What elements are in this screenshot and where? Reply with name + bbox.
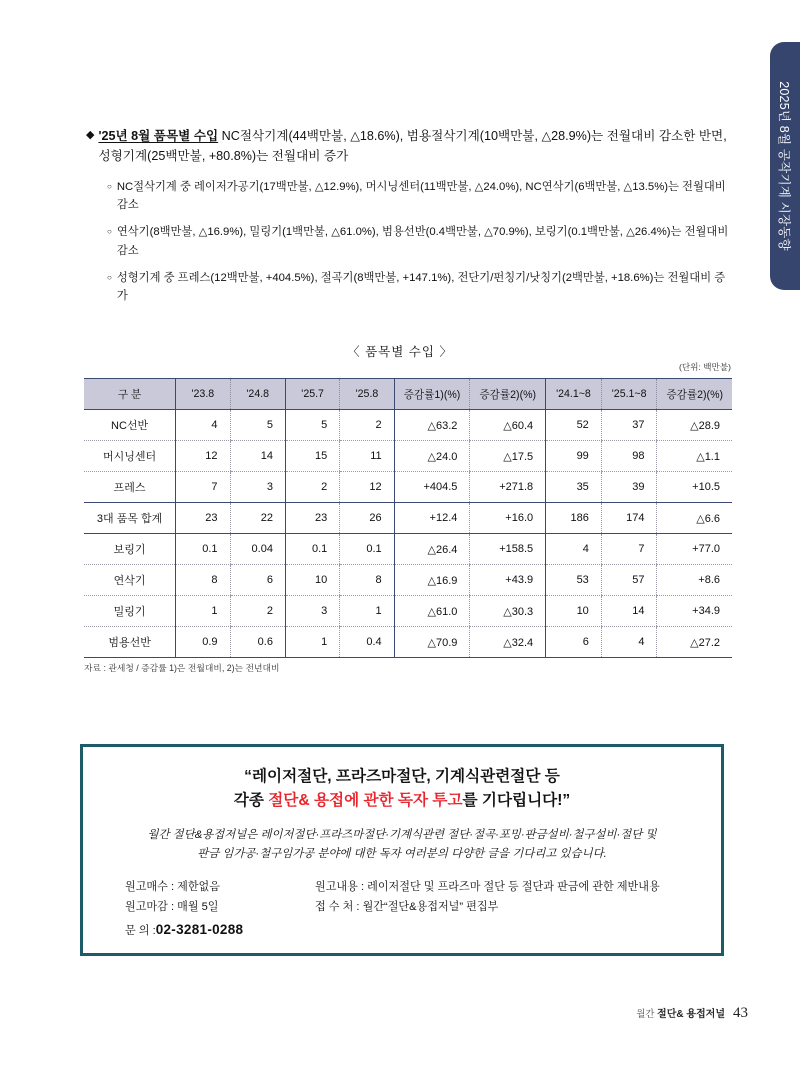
cell: 6 — [546, 627, 602, 658]
sub-bullet-text: 성형기계 중 프레스(12백만불, +404.5%), 절곡기(8백만불, +147.1%), 전단기/펀칭기/낫칭기(2백만불, +18.6%)는 전월대비 증가 — [116, 271, 726, 303]
row-label: 머시닝센터 — [84, 441, 176, 472]
cell: △17.5 — [470, 441, 546, 472]
announcement-headline-line1: “레이저절단, 프라즈마절단, 기계식관련절단 등 — [244, 768, 560, 785]
main-bullet-rest: NC절삭기계(44백만불, △18.6%), 범용절삭기계(10백만불, △28.9%)는 전월대비 감소한 반면, 성형기계(25백만불, +80.8%)는 전월대비 증가 — [98, 129, 727, 164]
cell: 4 — [176, 410, 230, 441]
table-body — [84, 410, 732, 658]
cell: △32.4 — [470, 627, 546, 658]
announcement-details — [83, 877, 721, 947]
sub-bullet-item — [107, 178, 732, 215]
detail-value: 월간“절단&용접저널” 편집부 — [359, 901, 499, 914]
cell: 174 — [601, 503, 657, 534]
cell: 3 — [285, 596, 339, 627]
cell: +158.5 — [470, 534, 546, 565]
cell: △61.0 — [394, 596, 470, 627]
table-row — [84, 534, 732, 565]
detail-key: 원고내용 : — [315, 881, 365, 894]
announcement-headline-line2 — [83, 789, 721, 813]
cell: 98 — [601, 441, 657, 472]
cell: 3 — [230, 472, 285, 503]
cell: 10 — [285, 565, 339, 596]
cell: 2 — [230, 596, 285, 627]
detail-value: 레이저절단 및 프라즈마 절단 등 절단과 판금에 관한 제반내용 — [364, 881, 660, 894]
cell: 1 — [285, 627, 339, 658]
cell: 53 — [546, 565, 602, 596]
row-label: 밀링기 — [84, 596, 176, 627]
detail-deadline — [125, 897, 243, 917]
table-row — [84, 596, 732, 627]
cell: 0.04 — [230, 534, 285, 565]
cell: △1.1 — [657, 441, 732, 472]
row-label: 연삭기 — [84, 565, 176, 596]
detail-manuscript-content — [315, 877, 660, 897]
cell: 186 — [546, 503, 602, 534]
detail-inquiry — [125, 918, 243, 943]
headline-accent: 절단& 용접에 관한 독자 투고 — [268, 792, 463, 810]
detail-key: 원고매수 : — [125, 881, 175, 894]
cell: +8.6 — [657, 565, 732, 596]
circle-bullet-icon: ○ — [107, 181, 112, 191]
cell: 2 — [285, 472, 339, 503]
table-row — [84, 410, 732, 441]
detail-key: 문 의 : — [125, 924, 156, 937]
diamond-bullet-icon: ◆ — [86, 129, 95, 141]
cell: 14 — [230, 441, 285, 472]
detail-key: 접 수 처 : — [315, 901, 360, 914]
sub-bullet-list — [86, 178, 732, 306]
table-row-total — [84, 503, 732, 534]
announcement-details-left — [125, 877, 243, 942]
col-header-y248: '24.8 — [230, 379, 285, 410]
announcement-body-line1: 월간 절단&용접저널은 레이저절단·프라즈마절단·기계식관련 절단·절곡·포밍·판금설비·철구설비·절단 및 — [147, 829, 657, 842]
cell: 12 — [176, 441, 230, 472]
announcement-body-line2: 판금 임가공·철구임가공 분야에 대한 독자 여러분의 다양한 글을 기다리고 있습니다. — [197, 847, 607, 860]
cell: 0.6 — [230, 627, 285, 658]
main-bullet-text — [98, 126, 732, 167]
row-label: 3대 품목 합계 — [84, 503, 176, 534]
table-header-row — [84, 379, 732, 410]
col-header-cum-24: '24.1~8 — [546, 379, 602, 410]
cell: 1 — [340, 596, 394, 627]
cell: +34.9 — [657, 596, 732, 627]
cell: +10.5 — [657, 472, 732, 503]
announcement-details-right — [315, 877, 660, 917]
cell: 1 — [176, 596, 230, 627]
footer-journal-name: 절단& 용접저널 — [657, 1009, 725, 1020]
table-source-note: 자료 : 관세청 / 증감률 1)은 전월대비, 2)는 전년대비 — [84, 663, 280, 673]
announcement-headline — [83, 765, 721, 813]
cell: 39 — [601, 472, 657, 503]
submission-announcement-box — [80, 744, 724, 956]
cell: 0.1 — [176, 534, 230, 565]
detail-value: 매월 5일 — [174, 901, 219, 914]
cell: 37 — [601, 410, 657, 441]
cell: 0.4 — [340, 627, 394, 658]
cell: △60.4 — [470, 410, 546, 441]
table-row — [84, 472, 732, 503]
cell: 23 — [285, 503, 339, 534]
cell: 22 — [230, 503, 285, 534]
sub-bullet-item — [107, 223, 732, 260]
col-header-y258: '25.8 — [340, 379, 394, 410]
cell: +271.8 — [470, 472, 546, 503]
cell: 57 — [601, 565, 657, 596]
cell: △16.9 — [394, 565, 470, 596]
circle-bullet-icon: ○ — [107, 227, 112, 237]
row-label: NC선반 — [84, 410, 176, 441]
headline-post: 를 기다립니다!” — [462, 792, 571, 810]
table-row — [84, 441, 732, 472]
section-side-tab-label: 2025년 8월 공작기계 시장동향 — [777, 81, 791, 251]
cell: 23 — [176, 503, 230, 534]
detail-key: 원고마감 : — [125, 901, 175, 914]
cell: 0.1 — [340, 534, 394, 565]
col-header-y238: '23.8 — [176, 379, 230, 410]
cell: +16.0 — [470, 503, 546, 534]
cell: △24.0 — [394, 441, 470, 472]
cell: 52 — [546, 410, 602, 441]
col-header-y257: '25.7 — [285, 379, 339, 410]
headline-pre: 각종 — [233, 792, 269, 810]
cell: +77.0 — [657, 534, 732, 565]
cell: 11 — [340, 441, 394, 472]
col-header-rate-cum: 증감률2)(%) — [657, 379, 732, 410]
table-row — [84, 565, 732, 596]
cell: 7 — [176, 472, 230, 503]
cell: △28.9 — [657, 410, 732, 441]
cell: 35 — [546, 472, 602, 503]
cell: △70.9 — [394, 627, 470, 658]
table-head — [84, 379, 732, 410]
page-footer — [636, 1005, 748, 1022]
cell: △27.2 — [657, 627, 732, 658]
cell: △6.6 — [657, 503, 732, 534]
page-number: 43 — [733, 1005, 748, 1021]
cell: 4 — [601, 627, 657, 658]
summary-bullets — [86, 126, 732, 315]
footer-journal-prefix: 월간 — [636, 1008, 658, 1019]
circle-bullet-icon: ○ — [107, 272, 112, 282]
main-bullet — [86, 126, 732, 167]
row-label: 프레스 — [84, 472, 176, 503]
cell: +12.4 — [394, 503, 470, 534]
cell: +404.5 — [394, 472, 470, 503]
cell: 7 — [601, 534, 657, 565]
col-header-rate-yoy: 증감률2)(%) — [470, 379, 546, 410]
cell: 5 — [285, 410, 339, 441]
section-side-tab — [770, 42, 800, 290]
table-title: 〈 품목별 수입 〉 — [347, 345, 453, 359]
table-unit-note: (단위: 백만불) — [678, 362, 731, 372]
detail-value: 제한없음 — [174, 881, 220, 894]
cell: 99 — [546, 441, 602, 472]
row-label: 범용선반 — [84, 627, 176, 658]
footer-journal-title — [636, 1005, 725, 1020]
cell: 15 — [285, 441, 339, 472]
detail-manuscript-count — [125, 877, 243, 897]
sub-bullet-item — [107, 269, 732, 306]
cell: 4 — [546, 534, 602, 565]
cell: 6 — [230, 565, 285, 596]
cell: 5 — [230, 410, 285, 441]
sub-bullet-text: 연삭기(8백만불, △16.9%), 밀링기(1백만불, △61.0%), 범용선반(0.4백만불, △70.9%), 보링기(0.1백만불, △26.4%)는 전월대비 감소 — [116, 226, 729, 257]
cell: 0.9 — [176, 627, 230, 658]
inquiry-phone-number[interactable]: 02-3281-0288 — [155, 921, 244, 937]
col-header-rate-mom: 증감률1)(%) — [394, 379, 470, 410]
cell: +43.9 — [470, 565, 546, 596]
col-header-category: 구 분 — [84, 379, 176, 410]
cell: 0.1 — [285, 534, 339, 565]
announcement-body — [117, 826, 687, 863]
cell: 10 — [546, 596, 602, 627]
col-header-cum-25: '25.1~8 — [601, 379, 657, 410]
cell: △26.4 — [394, 534, 470, 565]
cell: △30.3 — [470, 596, 546, 627]
table-row — [84, 627, 732, 658]
cell: 14 — [601, 596, 657, 627]
cell: 26 — [340, 503, 394, 534]
cell: 12 — [340, 472, 394, 503]
cell: 8 — [340, 565, 394, 596]
sub-bullet-text: NC절삭기계 중 레이저가공기(17백만불, △12.9%), 머시닝센터(11백만불, △24.0%), NC연삭기(6백만불, △13.5%)는 전월대비 감소 — [116, 180, 726, 212]
imports-by-item-table — [84, 378, 732, 658]
main-bullet-lead: '25년 8월 품목별 수입 — [98, 129, 219, 143]
cell: 2 — [340, 410, 394, 441]
row-label: 보링기 — [84, 534, 176, 565]
cell: 8 — [176, 565, 230, 596]
detail-submission-office — [315, 897, 660, 917]
cell: △63.2 — [394, 410, 470, 441]
